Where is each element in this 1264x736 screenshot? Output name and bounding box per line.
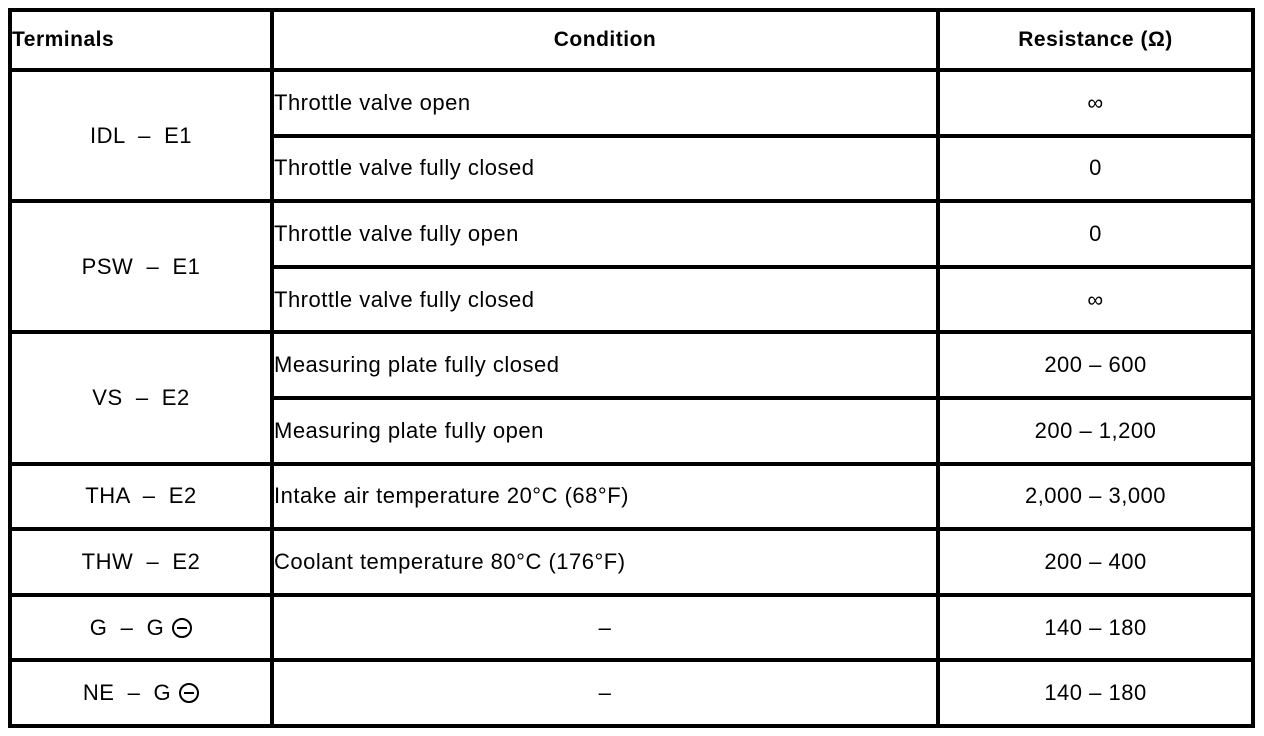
condition-cell: Throttle valve fully closed <box>272 136 938 202</box>
table-row <box>10 529 1253 595</box>
condition-cell: – <box>272 660 938 726</box>
terminal-label: THA – E2 <box>85 483 197 509</box>
terminal-pair <box>90 615 192 641</box>
terminal-cell <box>10 201 272 332</box>
table-row <box>10 201 1253 267</box>
terminal-cell <box>10 660 272 726</box>
condition-cell: Throttle valve open <box>272 70 938 136</box>
header-terminals: Terminals <box>10 10 272 70</box>
terminal-pair <box>82 254 201 280</box>
terminal-pair <box>92 385 189 411</box>
condition-cell: Throttle valve fully closed <box>272 267 938 333</box>
header-resistance: Resistance (Ω) <box>938 10 1253 70</box>
terminal-pair <box>90 123 192 149</box>
terminal-cell <box>10 70 272 201</box>
condition-cell: Measuring plate fully open <box>272 398 938 464</box>
minus-circle-icon <box>172 618 192 638</box>
terminal-label: G – G <box>89 614 165 640</box>
terminal-cell <box>10 595 272 661</box>
minus-circle-icon <box>179 683 199 703</box>
header-condition: Condition <box>272 10 938 70</box>
terminal-cell <box>10 464 272 530</box>
condition-cell: Throttle valve fully open <box>272 201 938 267</box>
table-row <box>10 70 1253 136</box>
terminal-label: IDL – E1 <box>89 122 192 148</box>
resistance-cell: 140 – 180 <box>938 595 1253 661</box>
condition-cell: – <box>272 595 938 661</box>
table-row <box>10 595 1253 661</box>
terminal-cell <box>10 529 272 595</box>
resistance-cell: ∞ <box>938 267 1253 333</box>
terminal-cell <box>10 332 272 463</box>
resistance-cell: 200 – 1,200 <box>938 398 1253 464</box>
terminal-pair <box>82 549 201 575</box>
resistance-cell: 0 <box>938 201 1253 267</box>
terminal-pair <box>85 483 196 509</box>
condition-cell: Intake air temperature 20°C (68°F) <box>272 464 938 530</box>
resistance-cell: 0 <box>938 136 1253 202</box>
terminal-pair <box>83 680 199 706</box>
table-row <box>10 660 1253 726</box>
table-row <box>10 464 1253 530</box>
terminal-label: THW – E2 <box>81 548 201 574</box>
resistance-cell: ∞ <box>938 70 1253 136</box>
table-body <box>10 70 1253 726</box>
condition-cell: Measuring plate fully closed <box>272 332 938 398</box>
table-row <box>10 332 1253 398</box>
resistance-cell: 200 – 400 <box>938 529 1253 595</box>
terminal-label: VS – E2 <box>92 384 190 410</box>
terminal-label: NE – G <box>82 680 172 706</box>
terminal-label: PSW – E1 <box>81 253 201 279</box>
resistance-spec-table <box>8 8 1255 728</box>
condition-cell: Coolant temperature 80°C (176°F) <box>272 529 938 595</box>
resistance-cell: 2,000 – 3,000 <box>938 464 1253 530</box>
resistance-cell: 200 – 600 <box>938 332 1253 398</box>
resistance-cell: 140 – 180 <box>938 660 1253 726</box>
header-row <box>10 10 1253 70</box>
